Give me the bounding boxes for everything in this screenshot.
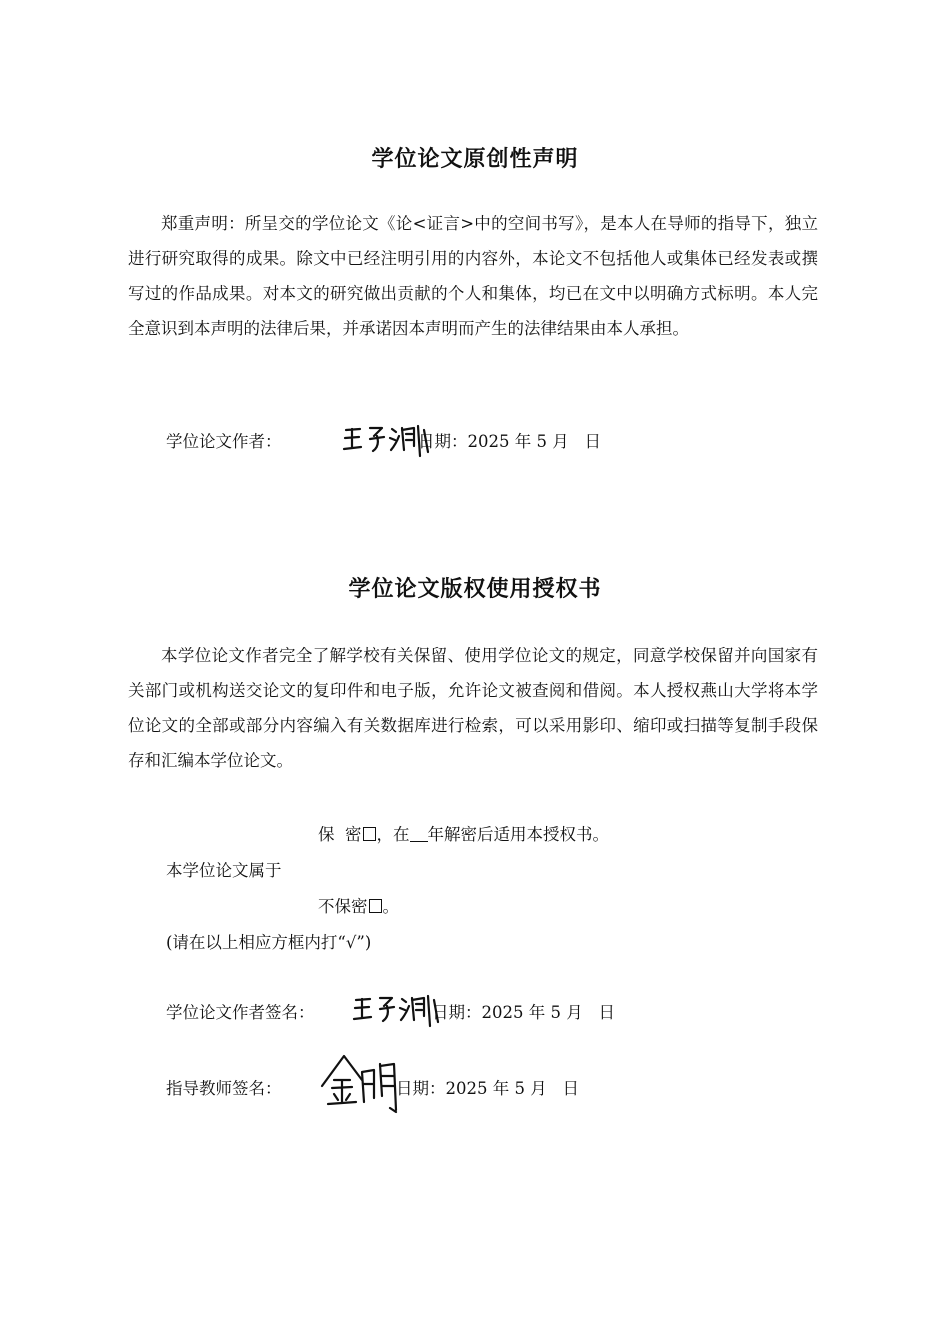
advisor-sign-label: 指导教师签名： <box>166 1079 282 1098</box>
authorization-title: 学位论文版权使用授权书 <box>348 577 602 602</box>
author-sign-label: 学位论文作者签名： <box>166 1003 315 1022</box>
secret-years-blank[interactable] <box>410 827 428 842</box>
not-secret-option-line: 不保密 。 <box>318 897 399 916</box>
advisor-signature <box>318 1050 408 1116</box>
declaration-title: 学位论文原创性声明 <box>371 147 579 172</box>
not-secret-option-label: 不保密 <box>318 897 368 916</box>
secret-checkbox[interactable] <box>363 827 376 841</box>
checkbox-instruction: (请在以上相应方框内打“√”) <box>166 933 372 952</box>
declaration-author-label: 学位论文作者： <box>166 432 282 451</box>
author-date-label: 日期： <box>432 1003 482 1022</box>
advisor-date-value: 2025 年 5 月 日 <box>445 1079 579 1098</box>
advisor-date-label: 日期： <box>396 1079 446 1098</box>
secret-option-label: 保 密 <box>318 825 362 844</box>
secret-option-line: 保 密 ，在 年解密后适用本授权书。 <box>318 825 609 844</box>
author-date-value: 2025 年 5 月 日 <box>481 1003 615 1022</box>
authorization-body: 本学位论文作者完全了解学校有关保留、使用学位论文的规定，同意学校保留并向国家有关部门或机构送交论文的复印件和电子版，允许论文被查阅和借阅。本人授权燕山大学将本学位论文的全部或部分内容编入有关数据库进行检索，可以采用影印、缩印或扫描等复制手段保存和汇编本学位论文。 <box>128 646 818 770</box>
belongs-label: 本学位论文属于 <box>166 861 282 880</box>
declaration-body: 郑重声明：所呈交的学位论文《论<证言>中的空间书写》，是本人在导师的指导下，独立进行研究取得的成果。除文中已经注明引用的内容外，本论文不包括他人或集体已经发表或撰写过的作品成果。对本文的研究做出贡献的个人和集体，均已在文中以明确方式标明。本人完全意识到本声明的法律后果，并承诺因本声明而产生的法律结果由本人承担。 <box>128 214 818 338</box>
declaration-date-label: 日期： <box>418 432 468 451</box>
declaration-date-value: 2025 年 5 月 日 <box>467 432 601 451</box>
not-secret-checkbox[interactable] <box>369 899 382 913</box>
